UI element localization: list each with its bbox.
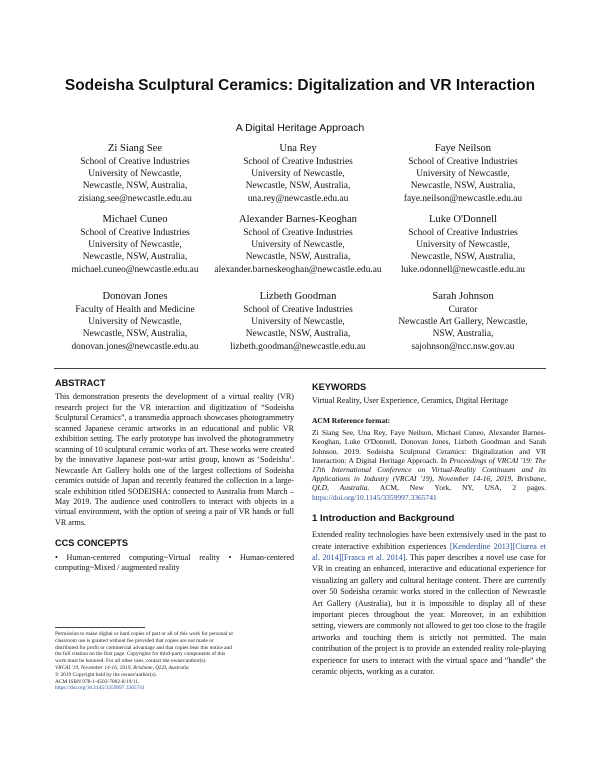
- author-name: Michael Cuneo: [102, 214, 168, 225]
- footnote-line: Permission to make digital or hard copies of part or all of this work for personal or: [55, 631, 234, 637]
- paper-title: Sodeisha Sculptural Ceramics: Digitalization and VR Interaction: [64, 77, 536, 94]
- author-affiliation: School of Creative Industries: [243, 157, 353, 167]
- abstract-heading: ABSTRACT: [55, 378, 106, 388]
- author-email[interactable]: lizbeth.goodman@newcastle.edu.au: [230, 341, 366, 352]
- author-email[interactable]: alexander.barneskeoghan@newcastle.edu.au: [214, 264, 382, 275]
- citation-kenderdine[interactable]: [Kenderdine 2013]: [449, 541, 513, 551]
- footnote-line: distributed for profit or commercial advantage and that copies bear this notice and: [55, 644, 232, 651]
- author-name: Faye Neilson: [434, 143, 492, 154]
- author-block: [213, 142, 383, 205]
- footnote-line: classroom use is granted without fee provided that copies are not made or: [55, 637, 214, 644]
- author-block: [50, 213, 220, 276]
- footnote-divider: [55, 627, 145, 628]
- intro-text-a: Extended reality technologies have been extensively used in the past to create interactive exhibition experiences: [312, 530, 546, 551]
- author-name: Zi Siang See: [107, 143, 163, 154]
- author-affiliation: School of Creative Industries: [408, 157, 518, 167]
- author-block: [50, 290, 220, 353]
- author-name: Sarah Johnson: [432, 291, 494, 302]
- author-name: Una Rey: [279, 143, 317, 154]
- footnote-line: VRCAI '19, November 14-16, 2019, Brisbane, QLD, Australia: [55, 664, 189, 671]
- author-affiliation: School of Creative Industries: [243, 305, 353, 315]
- author-email[interactable]: zisiang.see@newcastle.edu.au: [78, 193, 192, 204]
- footnote-line: ACM ISBN 978-1-4503-7002-8/19/11.: [55, 678, 140, 685]
- intro-text: [312, 529, 546, 677]
- acm-ref-doi-link[interactable]: https://doi.org/10.1145/3359997.3365741: [312, 492, 437, 502]
- header-divider: [54, 368, 546, 369]
- author-affiliation: University of Newcastle,: [416, 240, 510, 251]
- keywords-heading: KEYWORDS: [312, 382, 367, 392]
- author-affiliation: Faculty of Health and Medicine: [75, 305, 195, 315]
- author-affiliation: School of Creative Industries: [243, 228, 353, 238]
- abstract-text: This demonstration presents the development of a virtual reality (VR) research project for the VR interaction and digitization of “Sodeisha Sculptural Ceramics”, a transmedia approach showcases photogrammetry scanned Japanese ceramic artworks in an educational and public VR exhibition setting. The early prototype has involved the photogrammetry scanning of 10 sculptural ceramic works of art. These works were created by the innovative Japanese post-war artist group, known as ‘Sodeisha’. Newcastle Art Gallery holds one of the largest collections of Sodeisha ceramics outside of Japan and recently featured the collection in a large-scale exhibition titled SODEISHA: connected to Australia from March – May 2019. The audience used controllers to interact with objects in a virtual environment, with the option of seeing a pair of VR hands or full VR arms.: [55, 392, 294, 527]
- author-email[interactable]: faye.neilson@newcastle.edu.au: [403, 193, 523, 204]
- author-email[interactable]: sajohnson@ncc.nsw.gov.au: [411, 341, 515, 352]
- author-name: Luke O'Donnell: [428, 214, 498, 225]
- footnote-line: work must be honored. For all other uses, contact the owner/author(s).: [55, 658, 207, 665]
- footnote-line: © 2019 Copyright held by the owner/author(s).: [55, 671, 157, 678]
- author-block: [50, 142, 220, 205]
- acm-ref-heading: ACM Reference format:: [312, 415, 391, 425]
- author-affiliation: University of Newcastle,: [251, 317, 345, 328]
- author-email[interactable]: una.rey@newcastle.edu.au: [247, 193, 349, 204]
- acm-ref-text-tail: ACM, New York, NY, USA, 2 pages.: [369, 483, 546, 493]
- author-affiliation: School of Creative Industries: [408, 228, 518, 238]
- author-affiliation: School of Creative Industries: [80, 157, 190, 167]
- author-affiliation: University of Newcastle,: [251, 169, 345, 180]
- author-affiliation: School of Creative Industries: [80, 228, 190, 238]
- author-affiliation: University of Newcastle,: [88, 169, 182, 180]
- intro-heading: 1 Introduction and Background: [312, 512, 455, 524]
- acm-reference: [312, 428, 546, 502]
- author-affiliation: Newcastle, NSW, Australia,: [245, 252, 351, 263]
- acm-ref-text: Zi Siang See, Una Rey, Faye Neilson, Michael Cuneo, Alexander Barnes-Keoghan, Luke O'Donnell, Donovan Jones, Lizbeth Goodman and Sarah Johnson. 2019. Sodeisha Sculptural Ceramics: Digitalization and VR Interaction: A Digital Heritage Approach. In: [312, 428, 546, 465]
- author-affiliation: Newcastle, NSW, Australia,: [245, 181, 351, 192]
- paper-subtitle: A Digital Heritage Approach: [235, 122, 365, 134]
- citation-ciurea[interactable]: [Ciurea et al. 2014]: [312, 541, 546, 562]
- author-block: [213, 213, 383, 276]
- ccs-text: • Human-centered computing~Virtual reality • Human-centered computing~Mixed / augmented reality: [55, 552, 294, 573]
- author-email[interactable]: donovan.jones@newcastle.edu.au: [71, 341, 199, 352]
- author-affiliation: Curator: [448, 305, 478, 315]
- ccs-heading: CCS CONCEPTS: [55, 538, 128, 549]
- author-block: [378, 142, 548, 205]
- author-name: Donovan Jones: [102, 291, 168, 302]
- footnote-doi-link[interactable]: https://doi.org/10.1145/3359997.3365741: [55, 685, 145, 692]
- footnote-line: the full citation on the first page. Copyrights for third-party components of this: [55, 651, 226, 658]
- author-affiliation: Newcastle Art Gallery, Newcastle,: [398, 317, 528, 328]
- author-name: Lizbeth Goodman: [259, 291, 337, 302]
- left-column: [55, 378, 294, 574]
- acm-ref-proceedings: Proceedings of VRCAI '19: The 17th International Conference on Virtual-Reality Continuum and its Applications in Industry (VRCAI '19), November 14-16, 2019, Brisbane, QLD, Australia.: [312, 455, 546, 493]
- author-block: [378, 213, 548, 276]
- author-affiliation: University of Newcastle,: [88, 317, 182, 328]
- author-affiliation: University of Newcastle,: [416, 169, 510, 180]
- author-affiliation: Newcastle, NSW, Australia,: [82, 329, 188, 340]
- author-block: [378, 290, 548, 353]
- right-column: [312, 382, 546, 677]
- author-affiliation: Newcastle, NSW, Australia,: [410, 252, 516, 263]
- keywords-text: Virtual Reality, User Experience, Ceramics, Digital Heritage: [312, 396, 509, 406]
- copyright-footnote: [55, 631, 295, 692]
- author-block: [213, 290, 383, 353]
- author-email[interactable]: michael.cuneo@newcastle.edu.au: [71, 264, 199, 275]
- author-name: Alexander Barnes-Keoghan: [239, 214, 357, 225]
- author-affiliation: Newcastle, NSW, Australia,: [245, 329, 351, 340]
- author-email[interactable]: luke.odonnell@newcastle.edu.au: [401, 264, 525, 275]
- author-affiliation: Newcastle, NSW, Australia,: [82, 181, 188, 192]
- author-affiliation: University of Newcastle,: [251, 240, 345, 251]
- author-affiliation: NSW, Australia,: [432, 329, 494, 340]
- intro-text-b: . This paper describes a novel use case for VR in creating an enhanced, interactive and educational experience for visualizing art gallery and cultural heritage content. There are currently over 50 Sodeisha ceramic works stored in the collection of Newcastle Art Gallery (Australia), but it is impossible to display all of these important pieces throughout the year. Moreover, in an exhibition setting, viewers are commonly not allowed to get too close to the fragile artworks and touching them is strictly not permitted. The main contribution of the project is to provide an extended reality role-playing experience for users to interact with the virtual space and “handle” the ceramic objects, working as a curator.: [312, 553, 546, 677]
- author-affiliation: Newcastle, NSW, Australia,: [410, 181, 516, 192]
- citation-frasca[interactable]: [Frasca et al. 2014]: [341, 553, 406, 562]
- author-affiliation: University of Newcastle,: [88, 240, 182, 251]
- author-affiliation: Newcastle, NSW, Australia,: [82, 252, 188, 263]
